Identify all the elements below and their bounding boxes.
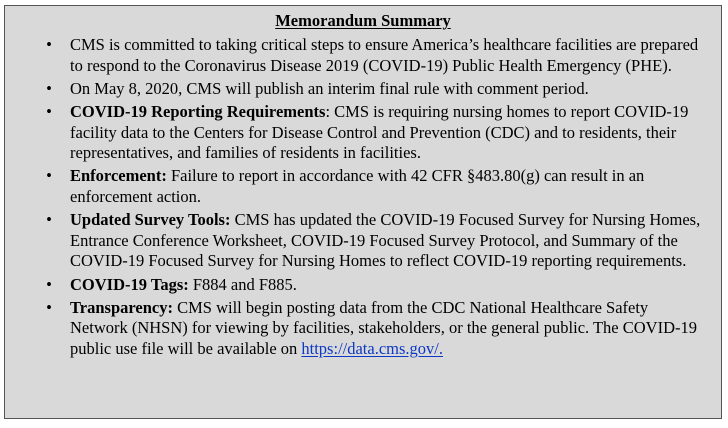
- bullet-icon: •: [46, 274, 52, 294]
- data-cms-gov-link[interactable]: https://data.cms.gov/.: [301, 338, 444, 358]
- item-heading: Transparency:: [70, 297, 173, 317]
- item-text: CMS has updated the COVID-19 Focused Survey for Nursing Homes, Entrance Conference Worksheet, COVID-19 Focused Survey Protocol, and Summary of the COVID-19 Focused Survey for Nursing Homes to reflect COVID-19 reporting requirements.: [70, 210, 701, 271]
- memorandum-summary-box: [4, 5, 722, 419]
- item-text: : CMS is requiring nursing homes to report COVID-19 facility data to the Centers for Disease Control and Prevention (CDC) and to residents, their representatives, and families of residents in facilities.: [70, 101, 689, 163]
- item-text: F884 and F885.: [188, 274, 297, 294]
- list-item: [5, 166, 705, 207]
- item-heading: Updated Survey Tools:: [70, 210, 231, 230]
- item-text: CMS is committed to taking critical steps to ensure America’s healthcare facilities are prepared to respond to the Coronavirus Disease 2019 (COVID-19) Public Health Emergency (PHE).: [70, 35, 699, 75]
- list-item: [5, 102, 705, 164]
- bullet-icon: •: [46, 35, 52, 54]
- memo-title: [5, 10, 721, 31]
- item-text: On May 8, 2020, CMS will publish an interim final rule with comment period.: [70, 78, 589, 98]
- item-heading: COVID-19 Reporting Requirements: [70, 101, 326, 121]
- list-item: [5, 79, 705, 100]
- memo-bullet-list: [5, 35, 705, 362]
- item-text: CMS will begin posting data from the CDC National Healthcare Safety Network (NHSN) for viewing by facilities, stakeholders, or the general public. The COVID-19 public use file will be available on: [70, 297, 697, 358]
- list-item: [5, 210, 705, 272]
- bullet-icon: •: [46, 78, 52, 98]
- list-item: [5, 298, 705, 360]
- bullet-icon: •: [46, 297, 52, 317]
- bullet-icon: •: [46, 166, 52, 186]
- list-item: [5, 275, 705, 296]
- bullet-icon: •: [46, 210, 52, 230]
- item-text: Failure to report in accordance with 42 CFR §483.80(g) can result in an enforcement action.: [70, 166, 645, 206]
- list-item: [5, 35, 705, 76]
- item-heading: Enforcement:: [70, 166, 167, 186]
- bullet-icon: •: [46, 101, 52, 121]
- item-heading: COVID-19 Tags:: [70, 274, 189, 294]
- memo-title-text: Memorandum Summary: [275, 11, 451, 30]
